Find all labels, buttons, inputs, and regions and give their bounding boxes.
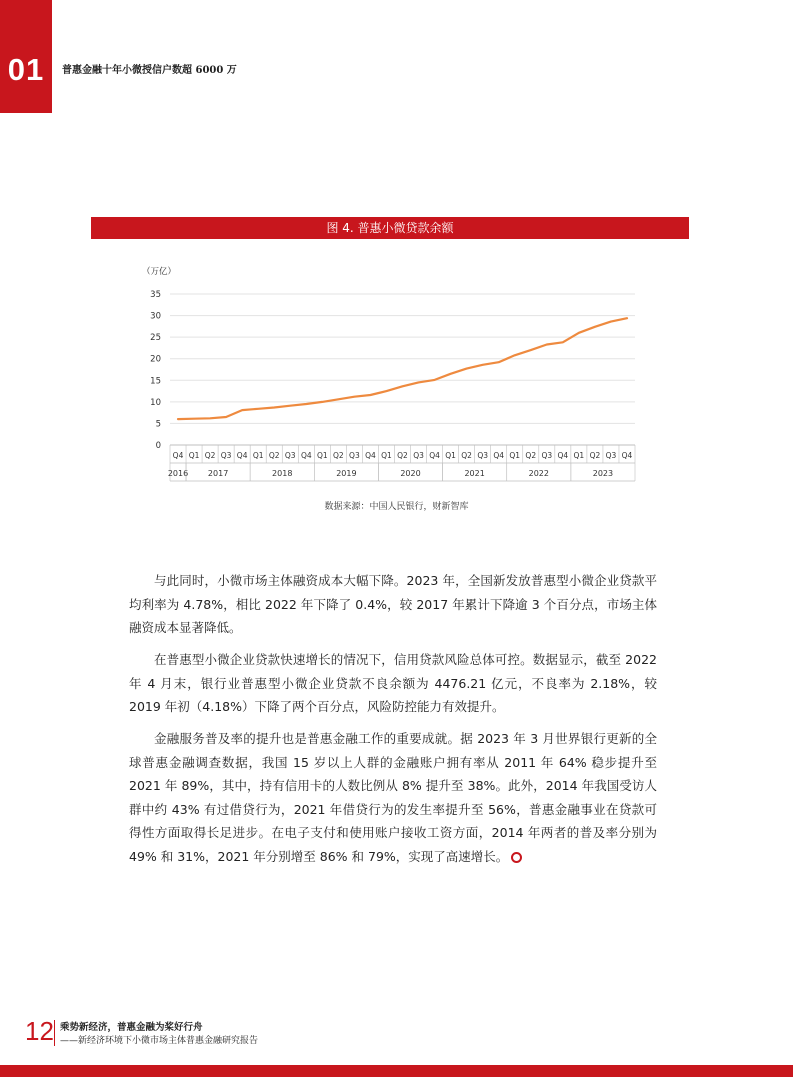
x-tick-label: Q4 — [365, 451, 376, 460]
footer-title: 乘势新经济，普惠金融为桨好行舟 — [60, 1022, 203, 1033]
x-tick-label: Q2 — [525, 451, 537, 460]
y-tick-label: 20 — [150, 354, 161, 365]
x-tick-label: Q1 — [316, 451, 328, 460]
x-tick-label: Q3 — [284, 451, 296, 460]
year-label: 2022 — [528, 469, 549, 478]
x-tick-label: Q3 — [349, 451, 360, 460]
x-tick-label: Q4 — [172, 451, 184, 460]
year-label: 2016 — [167, 469, 189, 478]
loan-balance-line — [178, 318, 627, 419]
x-tick-label: Q2 — [268, 451, 280, 460]
unit-label: （万亿） — [142, 267, 177, 277]
x-tick-label: Q3 — [605, 451, 617, 460]
x-tick-label: Q1 — [509, 451, 521, 460]
x-tick-label: Q3 — [477, 451, 489, 460]
footer-divider — [54, 1020, 55, 1046]
year-label: 2023 — [592, 469, 614, 478]
year-label: 2019 — [336, 469, 357, 478]
x-tick-label: Q3 — [413, 451, 424, 460]
bottom-bar — [0, 1065, 793, 1077]
paragraph-2 — [129, 648, 657, 719]
paragraph-1-text: 与此同时，小微市场主体融资成本大幅下降。2023 年，全国新发放普惠型小微企业贷款平均利率为 4.78%，相比 2022 年下降了 0.4%，较 2017 年累计下降逾 3 个百分点，市场主体融资成本显著降低。 — [129, 573, 657, 635]
x-tick-label: Q2 — [333, 451, 344, 460]
x-tick-label: Q2 — [589, 451, 601, 460]
header-title: 普惠金融十年小微授信户数超 6000 万 — [62, 65, 237, 76]
x-tick-label: Q1 — [381, 451, 392, 460]
x-tick-label: Q1 — [188, 451, 200, 460]
chapter-number: 01 — [7, 52, 45, 87]
x-tick-label: Q1 — [252, 451, 264, 460]
y-tick-label: 25 — [150, 333, 161, 344]
paragraph-3-text: 金融服务普及率的提升也是普惠金融工作的重要成就。据 2023 年 3 月世界银行更新的全球普惠金融调查数据，我国 15 岁以上人群的金融账户拥有率从 2011 年 64% 稳步提升至 2021 年 89%，其中，持有信用卡的人数比例从 8% 提升至 38%。此外，2014 年我国受访人群中约 43% 有过借贷行为，2021 年借贷行为的发生率提升至 56%，普惠金融事业在贷款可得性方面取得长足进步。在电子支付和使用账户接收工资方面，2014 年两者的普及率分别为 49% 和 31%，2021 年分别增至 86% 和 79%，实现了高速增长。 — [129, 731, 657, 864]
x-tick-label: Q4 — [300, 451, 312, 460]
x-tick-label: Q4 — [236, 451, 248, 460]
paragraph-3 — [129, 727, 657, 868]
loan-balance-chart — [120, 258, 660, 490]
x-tick-label: Q1 — [445, 451, 456, 460]
x-tick-label: Q4 — [429, 451, 440, 460]
year-label: 2020 — [400, 469, 421, 478]
y-tick-label: 35 — [150, 290, 161, 300]
y-tick-label: 0 — [155, 441, 161, 451]
y-tick-label: 10 — [150, 397, 161, 408]
year-label: 2017 — [207, 469, 229, 478]
x-tick-label: Q3 — [220, 451, 232, 460]
y-tick-label: 5 — [155, 419, 161, 430]
x-tick-label: Q2 — [397, 451, 408, 460]
x-tick-label: Q4 — [621, 451, 633, 460]
end-mark-icon — [511, 852, 522, 863]
x-tick-label: Q2 — [461, 451, 472, 460]
footer-subtitle: ——新经济环境下小微市场主体普惠金融研究报告 — [60, 1036, 259, 1046]
figure-title: 图 4. 普惠小微贷款余额 — [91, 217, 689, 239]
x-tick-label: Q1 — [573, 451, 585, 460]
paragraph-2-text: 在普惠型小微企业贷款快速增长的情况下，信用贷款风险总体可控。数据显示，截至 2022 年 4 月末，银行业普惠型小微企业贷款不良余额为 4476.21 亿元，不良率为 2.18%，较 2019 年初（4.18%）下降了两个百分点，风险防控能力有效提升。 — [129, 652, 657, 714]
paragraph-1 — [129, 569, 657, 640]
x-tick-label: Q4 — [493, 451, 505, 460]
y-tick-label: 15 — [150, 376, 161, 387]
x-tick-label: Q4 — [557, 451, 569, 460]
x-tick-label: Q2 — [204, 451, 216, 460]
y-tick-label: 30 — [150, 311, 161, 322]
year-label: 2021 — [464, 469, 485, 478]
page-number: 12 — [25, 1016, 54, 1046]
x-tick-label: Q3 — [541, 451, 553, 460]
year-label: 2018 — [272, 469, 293, 478]
figure-source: 数据来源：中国人民银行，财新智库 — [324, 502, 469, 512]
